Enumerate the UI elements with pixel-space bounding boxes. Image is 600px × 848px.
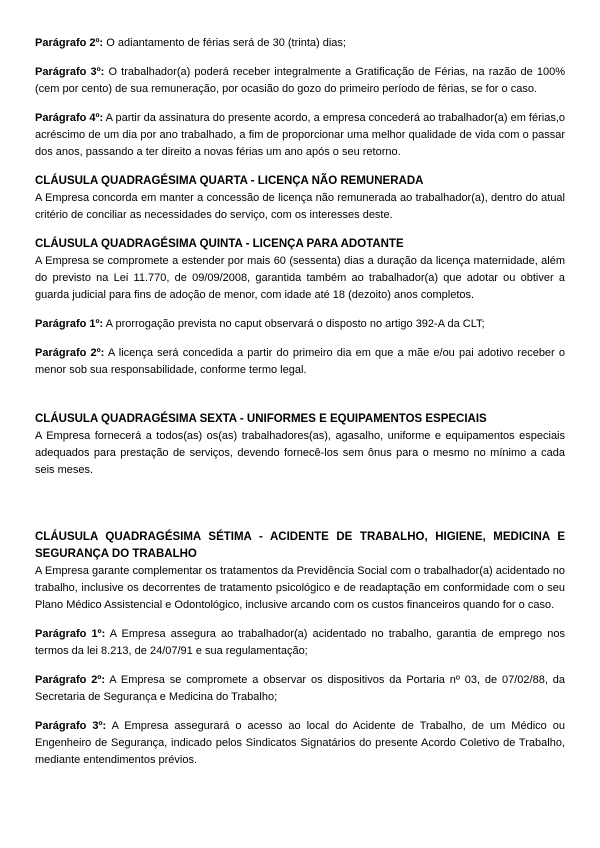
paragraph: Parágrafo 4º: A partir da assinatura do presente acordo, a empresa concederá ao trabalhador(a) em férias,o acréscimo de um dia por ano trabalhado, a fim de proporcionar uma melhor qualidade de vida com o passar dos anos, passando a ter direito a novas férias um ano após o seu retorno. <box>35 112 565 158</box>
paragraph: Parágrafo 2º: O adiantamento de férias será de 30 (trinta) dias; <box>35 37 346 49</box>
paragraph: Parágrafo 3º: O trabalhador(a) poderá receber integralmente a Gratificação de Férias, na razão de 100%(cem por cento) de sua remuneração, por ocasião do gozo do primeiro período de férias, se for o caso. <box>35 66 565 95</box>
clause-body: A Empresa se compromete a estender por mais 60 (sessenta) dias a duração da licença maternidade, além do previsto na Lei 11.770, de 09/09/2008, garantida também ao trabalhador(a) que adotar ou obtiver a guarda judicial para fins de adoção de menor, com idade até 18 (dezoito) anos completos. <box>35 255 565 301</box>
paragraph: Parágrafo 2º: A Empresa se compromete a observar os dispositivos da Portaria nº 03, de 07/02/88, da Secretaria de Segurança e Medicina do Trabalho; <box>35 674 565 703</box>
paragraph-label: Parágrafo 1º: <box>35 628 106 640</box>
paragraph: Parágrafo 3º: A Empresa assegurará o acesso ao local do Acidente de Trabalho, de um Médico ou Engenheiro de Segurança, indicado pelos Sindicatos Signatários do presente Acordo Coletivo de Trabalho, mediante entendimentos prévios. <box>35 720 565 766</box>
paragraph-label: Parágrafo 3º: <box>35 720 107 732</box>
spacer <box>35 391 565 407</box>
clause-body: A Empresa concorda em manter a concessão de licença não remunerada ao trabalhador(a), dentro do atual critério de conciliar as necessidades do serviço, com os interesses deste. <box>35 192 565 221</box>
clause-body: A Empresa garante complementar os tratamentos da Previdência Social com o trabalhador(a) acidentado no trabalho, inclusive os decorrentes de tratamento psicológico e de readaptação em conformidade com o seu Plano Médico Assistencial e Odontológico, inclusive arcando com os custos financeiros quando for o caso. <box>35 565 565 611</box>
clause-heading: CLÁUSULA QUADRAGÉSIMA QUARTA - LICENÇA NÃO REMUNERADA <box>35 175 424 187</box>
clause-heading: CLÁUSULA QUADRAGÉSIMA QUINTA - LICENÇA PARA ADOTANTE <box>35 238 404 250</box>
spacer <box>35 491 565 525</box>
clause-body: A Empresa fornecerá a todos(as) os(as) trabalhadores(as), agasalho, uniforme e equipamentos especiais adequados para prestação de serviços, devendo fornecê-los sem ônus para o mesmo no mínimo a cada seis meses. <box>35 430 565 476</box>
paragraph-label: Parágrafo 3º: <box>35 66 105 78</box>
clause-heading: CLÁUSULA QUADRAGÉSIMA SEXTA - UNIFORMES E EQUIPAMENTOS ESPECIAIS <box>35 413 487 425</box>
paragraph-label: Parágrafo 4º: <box>35 112 104 124</box>
paragraph: Parágrafo 2º: A licença será concedida a partir do primeiro dia em que a mãe e/ou pai adotivo receber o menor sob sua responsabilidade, conforme termo legal. <box>35 347 565 376</box>
paragraph-label: Parágrafo 1º: <box>35 318 104 330</box>
paragraph-label: Parágrafo 2º: <box>35 674 106 686</box>
paragraph-label: Parágrafo 2º: <box>35 37 104 49</box>
paragraph: Parágrafo 1º: A Empresa assegura ao trabalhador(a) acidentado no trabalho, garantia de emprego nos termos da lei 8.213, de 24/07/91 e sua regulamentação; <box>35 628 565 657</box>
paragraph-label: Parágrafo 2º: <box>35 347 105 359</box>
clause-heading: CLÁUSULA QUADRAGÉSIMA SÉTIMA - ACIDENTE DE TRABALHO, HIGIENE, MEDICINA E SEGURANÇA DO TRABALHO <box>35 531 565 560</box>
paragraph: Parágrafo 1º: A prorrogação prevista no caput observará o disposto no artigo 392-A da CLT; <box>35 318 485 330</box>
